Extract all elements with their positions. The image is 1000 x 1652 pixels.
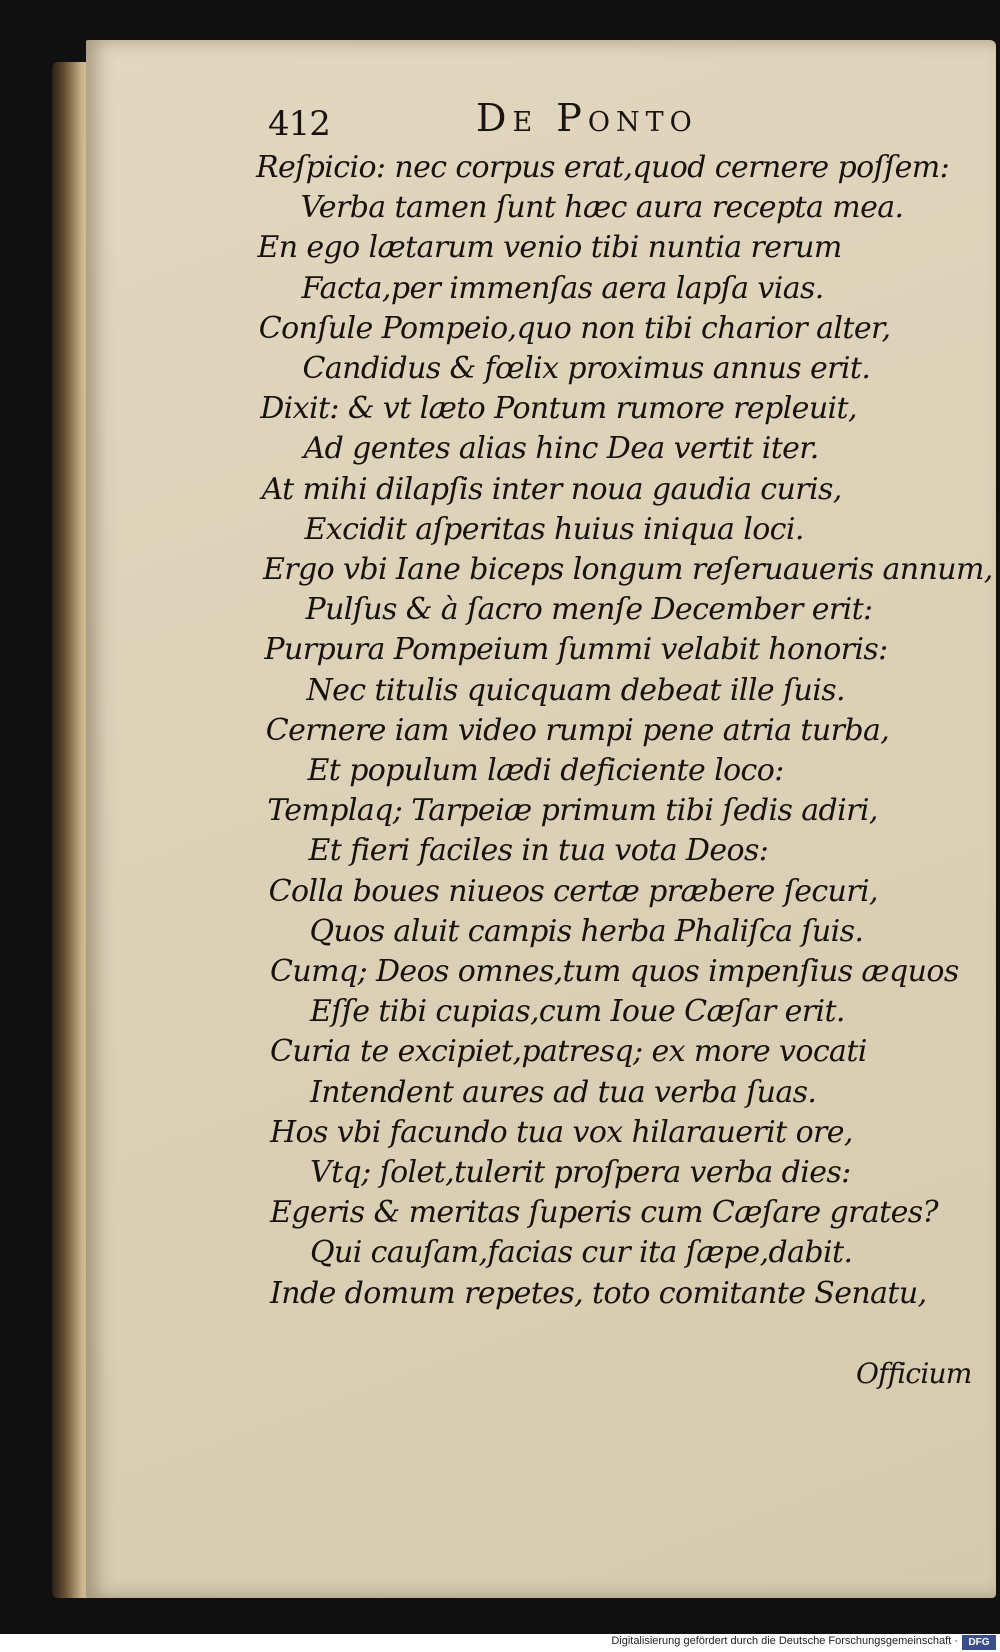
verse-line: Intendent aures ad tua verba ſuas. — [310, 1074, 817, 1110]
verse-line: Purpura Pompeium ſummi velabit honoris: — [264, 632, 888, 668]
verse-line: At mihi dilapſis inter noua gaudia curis, — [261, 471, 842, 507]
page-header — [0, 96, 1000, 146]
verse-line: Cumq; Deos omnes,tum quos impenſius æquos — [270, 954, 959, 989]
verse-line: Facta,per immenſas aera lapſa vias. — [301, 270, 824, 306]
verse-line: Hos vbi facundo tua vox hilarauerit ore, — [270, 1114, 853, 1150]
verse-line: Candidus & fœlix proximus annus erit. — [302, 351, 871, 386]
verse-line: Nec titulis quicquam debeat ille ſuis. — [306, 672, 845, 708]
verse-line: Excidit aſperitas huius iniqua loci. — [304, 511, 804, 547]
verse-line: Ergo vbi Iane biceps longum reſeruaueris annum, — [263, 552, 993, 587]
verse-line: Vtq; ſolet,tulerit proſpera verba dies: — [310, 1155, 851, 1190]
verse-line: Dixit: & vt læto Pontum rumore repleuit, — [260, 391, 857, 427]
catchword: Officium — [856, 1357, 972, 1390]
verse-line: Et populum lædi deficiente loco: — [307, 753, 784, 788]
verse-line: Pulſus & à ſacro menſe December erit: — [305, 592, 873, 628]
footer-credit: Digitalisierung gefördert durch die Deutsche Forschungsgemeinschaft · — [611, 1635, 958, 1647]
verse-line: Reſpicio: nec corpus erat,quod cernere poſſem: — [256, 150, 950, 185]
verse-line: Quos aluit campis herba Phaliſca ſuis. — [309, 913, 864, 949]
verse-line: Colla boues niueos certæ præbere ſecuri, — [268, 873, 878, 909]
verse-line: En ego lætarum venio tibi nuntia rerum — [257, 230, 842, 266]
dfg-logo: DFG — [962, 1635, 996, 1650]
verse-line: Inde domum repetes, toto comitante Senatu, — [270, 1275, 927, 1311]
verse-line: Ad gentes alias hinc Dea vertit iter. — [303, 431, 819, 467]
running-title: De Ponto — [476, 96, 698, 140]
verse-line: Et fieri faciles in tua vota Deos: — [308, 833, 769, 869]
verse-line: Curia te excipiet,patresq; ex more vocati — [270, 1034, 867, 1070]
verse-line: Templaq; Tarpeiæ primum tibi ſedis adiri, — [267, 793, 878, 829]
verse-line: Egeris & meritas ſuperis cum Cæſare grates? — [270, 1195, 939, 1231]
digitization-footer — [0, 1634, 1000, 1652]
verse-line: Eſſe tibi cupias,cum Ioue Cæſar erit. — [310, 994, 845, 1030]
verse-line: Qui cauſam,facias cur ita ſæpe,dabit. — [310, 1235, 853, 1271]
page-number: 412 — [268, 104, 330, 144]
verse-line: Conſule Pompeio,quo non tibi charior alter, — [258, 310, 891, 346]
verse-line: Cernere iam video rumpi pene atria turba, — [265, 712, 890, 748]
verse-line: Verba tamen ſunt hæc aura recepta mea. — [300, 190, 904, 226]
